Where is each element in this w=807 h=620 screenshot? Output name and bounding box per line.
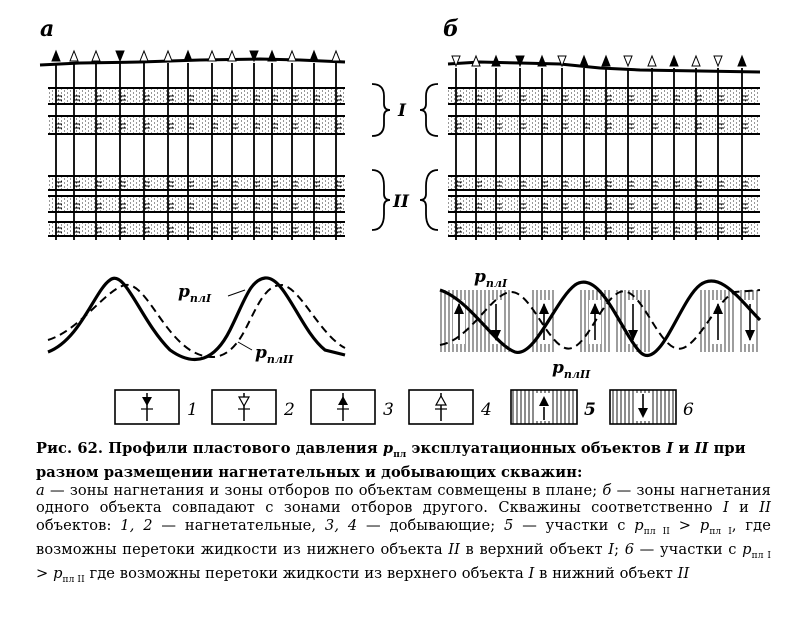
well-symbol-icon bbox=[538, 56, 546, 66]
sandstone-bed bbox=[48, 196, 345, 212]
p-object1-label-b: $p_{плI}$ bbox=[474, 267, 508, 290]
sandstone-bed bbox=[448, 196, 760, 212]
sandstone-bed bbox=[48, 222, 345, 236]
legend bbox=[115, 390, 694, 424]
svg-text:1: 1 bbox=[187, 400, 198, 420]
legend-item-5 bbox=[511, 390, 596, 424]
well-symbol-icon bbox=[692, 56, 700, 66]
panel-b-section bbox=[448, 56, 760, 240]
legend-item-3 bbox=[311, 390, 394, 424]
well-symbol-icon bbox=[602, 56, 610, 66]
panel-a-section bbox=[40, 51, 345, 240]
reservoir-beds-a bbox=[48, 88, 345, 236]
well-symbol-icon bbox=[624, 56, 632, 66]
svg-text:4: 4 bbox=[481, 400, 492, 420]
well-symbol-icon bbox=[70, 51, 78, 61]
p-object2-label-b: $p_{плII}$ bbox=[552, 358, 591, 381]
well-symbol-icon bbox=[310, 51, 318, 61]
panel-a-label: а bbox=[40, 16, 55, 42]
sandstone-bed bbox=[448, 116, 760, 134]
object-label-II: II bbox=[393, 192, 409, 212]
well-symbol-icon bbox=[738, 56, 746, 66]
figure-caption bbox=[36, 440, 771, 589]
sandstone-bed bbox=[448, 88, 760, 104]
well-symbol-icon bbox=[332, 51, 340, 61]
p-object1-curve-a bbox=[48, 278, 345, 360]
caption-body: а — зоны нагнетания и зоны отборов по объектам совмещены в плане; б — зоны нагнетания одного объекта совпадают с зонами отборов другого. Скважины соответственно I и II объектов: 1, 2 — нагнетательные, 3, 4 — добывающие; 5 — участки с $p_{пл II} > p_{пл I}$, где возможны перетоки жидкости из нижнего объекта II в верхний объект I; 6 — участки с $p_{пл I} > p_{пл II}$ где возможны перетоки жидкости из верхнего объекта I в нижний объект II bbox=[36, 481, 771, 586]
brace-I-right bbox=[420, 84, 438, 136]
well-symbol-icon bbox=[648, 56, 656, 66]
well-symbol-icon bbox=[164, 51, 172, 61]
well-symbol-icon bbox=[116, 51, 124, 61]
well-symbol-icon bbox=[92, 51, 100, 61]
pressure-profile-b bbox=[440, 267, 760, 381]
crossflow-zones-b bbox=[440, 290, 760, 352]
pressure-profile-a bbox=[48, 278, 345, 366]
p-object1-label-a: $p_{плI}$ bbox=[178, 282, 212, 305]
brace-II-right bbox=[420, 170, 438, 230]
well-symbol-icon bbox=[184, 51, 192, 61]
svg-text:3: 3 bbox=[383, 400, 394, 420]
sandstone-bed bbox=[48, 116, 345, 134]
sandstone-bed bbox=[448, 222, 760, 236]
legend-item-6 bbox=[610, 390, 694, 424]
legend-item-1 bbox=[115, 390, 198, 424]
well-symbol-icon bbox=[580, 56, 588, 66]
well-symbol-icon bbox=[670, 56, 678, 66]
caption-title: Рис. 62. Профили пластового давления $p_{пл}$ эксплуатационных объектов I и II при разном размещении нагнетательных и добывающих скважин: bbox=[36, 440, 746, 482]
well-symbol-icon bbox=[228, 51, 236, 61]
sandstone-bed bbox=[448, 176, 760, 190]
sandstone-bed bbox=[48, 176, 345, 190]
brace-I-left bbox=[372, 84, 390, 136]
reservoir-beds-b bbox=[448, 88, 760, 236]
legend-item-4 bbox=[409, 390, 492, 424]
panel-b-label: б bbox=[443, 16, 459, 42]
well-symbol-icon bbox=[714, 56, 722, 66]
object-label-I: I bbox=[398, 101, 406, 121]
legend-item-2 bbox=[212, 390, 295, 424]
ground-surface-a bbox=[40, 59, 345, 65]
p-object1-leader-a bbox=[228, 290, 245, 296]
brace-II-left bbox=[372, 170, 390, 230]
svg-text:2: 2 bbox=[284, 400, 295, 420]
svg-text:6: 6 bbox=[683, 400, 694, 420]
sandstone-bed bbox=[48, 88, 345, 104]
well-symbol-icon bbox=[140, 51, 148, 61]
well-symbol-icon bbox=[268, 51, 276, 61]
well-symbol-icon bbox=[52, 51, 60, 61]
well-symbol-icon bbox=[208, 51, 216, 61]
svg-text:5: 5 bbox=[584, 400, 596, 420]
p-object2-label-a: $p_{плII}$ bbox=[255, 343, 294, 366]
p-object2-leader-a bbox=[238, 342, 252, 350]
well-symbol-icon bbox=[288, 51, 296, 61]
